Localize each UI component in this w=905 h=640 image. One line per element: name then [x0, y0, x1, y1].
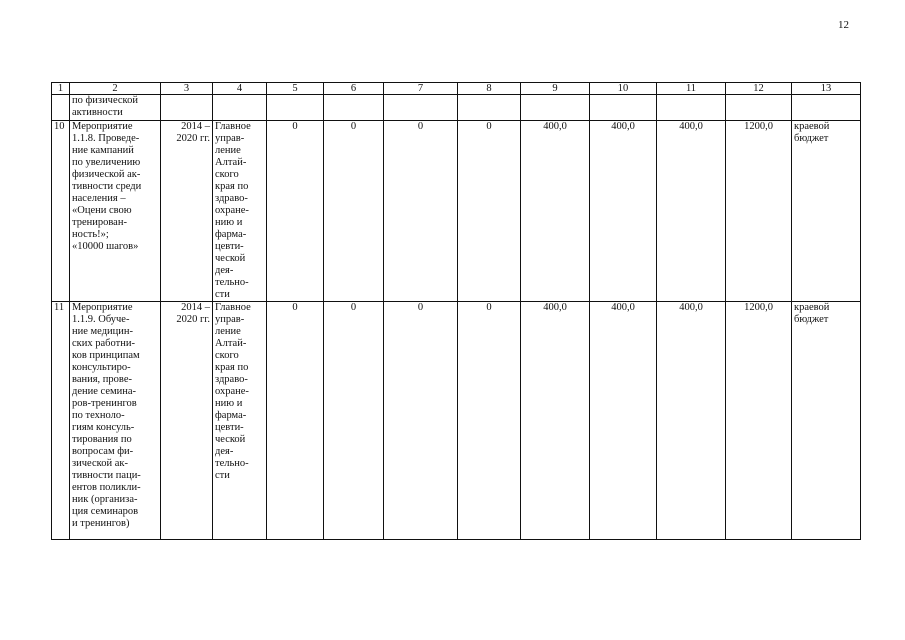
cell-y2017 — [458, 95, 521, 121]
table-row — [52, 121, 861, 302]
cell-y2018: 400,0 — [521, 121, 590, 302]
cell-y2016: 0 — [384, 121, 458, 302]
cell-y2015: 0 — [324, 302, 384, 540]
cell-executor — [213, 95, 267, 121]
cell-name: по физической активности — [70, 95, 161, 121]
cell-y2017: 0 — [458, 302, 521, 540]
cell-source — [792, 95, 861, 121]
cell-total — [726, 95, 792, 121]
cell-y2015 — [324, 95, 384, 121]
cell-y2014 — [267, 95, 324, 121]
cell-y2018 — [521, 95, 590, 121]
cell-y2019 — [590, 95, 657, 121]
cell-total: 1200,0 — [726, 302, 792, 540]
cell-num — [52, 95, 70, 121]
header-cell: 9 — [521, 83, 590, 95]
cell-executor: Главное управ- ление Алтай- ского края по здраво- охране- нию и фарма- цевти- ческой дея- тельно- сти — [213, 302, 267, 540]
cell-y2020 — [657, 95, 726, 121]
header-cell: 12 — [726, 83, 792, 95]
cell-y2020: 400,0 — [657, 302, 726, 540]
cell-source: краевой бюджет — [792, 302, 861, 540]
cell-period: 2014 – 2020 гг. — [161, 121, 213, 302]
header-cell: 2 — [70, 83, 161, 95]
cell-period: 2014 – 2020 гг. — [161, 302, 213, 540]
header-cell: 8 — [458, 83, 521, 95]
cell-num: 10 — [52, 121, 70, 302]
cell-y2020: 400,0 — [657, 121, 726, 302]
header-cell: 13 — [792, 83, 861, 95]
header-row — [52, 83, 861, 95]
cell-y2016: 0 — [384, 302, 458, 540]
cell-total: 1200,0 — [726, 121, 792, 302]
cell-y2016 — [384, 95, 458, 121]
cell-source: краевой бюджет — [792, 121, 861, 302]
cell-period — [161, 95, 213, 121]
header-cell: 5 — [267, 83, 324, 95]
page-number: 12 — [838, 19, 849, 31]
header-cell: 10 — [590, 83, 657, 95]
cell-executor: Главное управ- ление Алтай- ского края по здраво- охране- нию и фарма- цевти- ческой дея- тельно- сти — [213, 121, 267, 302]
header-cell: 3 — [161, 83, 213, 95]
header-cell: 11 — [657, 83, 726, 95]
cell-y2019: 400,0 — [590, 121, 657, 302]
table-row-continuation — [52, 95, 861, 121]
header-cell: 1 — [52, 83, 70, 95]
header-cell: 7 — [384, 83, 458, 95]
cell-y2014: 0 — [267, 302, 324, 540]
cell-name: Мероприятие 1.1.9. Обуче- ние медицин- ских работни- ков принципам консультиро- вания, прове- дение семина- ров-тренингов по техноло- гиям консуль- тирования по вопросам фи- зической ак- тивности паци- ентов поликли- ник (организа- ция семинаров и тренингов) — [70, 302, 161, 540]
cell-y2015: 0 — [324, 121, 384, 302]
cell-num: 11 — [52, 302, 70, 540]
cell-y2018: 400,0 — [521, 302, 590, 540]
header-cell: 6 — [324, 83, 384, 95]
cell-y2017: 0 — [458, 121, 521, 302]
header-cell: 4 — [213, 83, 267, 95]
table-row — [52, 302, 861, 540]
cell-y2019: 400,0 — [590, 302, 657, 540]
program-table — [51, 82, 861, 540]
cell-y2014: 0 — [267, 121, 324, 302]
cell-name: Мероприятие 1.1.8. Проведе- ние кампаний по увеличению физической ак- тивности среди населения – «Оцени свою тренирован- ность!»; «10000 шагов» — [70, 121, 161, 302]
